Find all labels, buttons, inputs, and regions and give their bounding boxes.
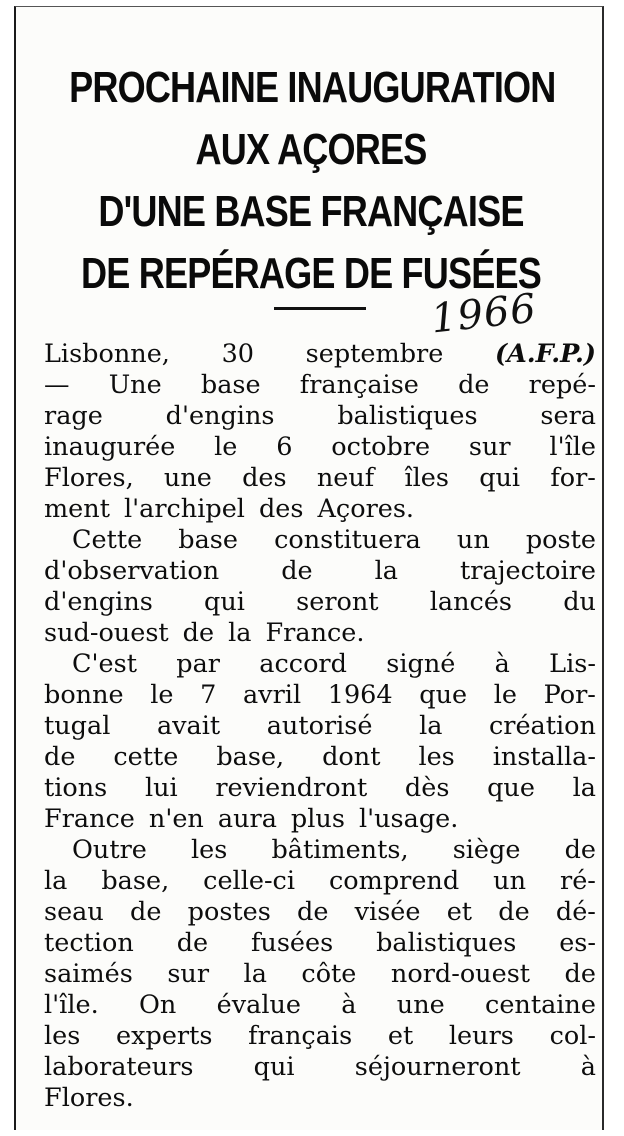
article-word: accord xyxy=(259,649,347,679)
article-word: neuf xyxy=(316,463,375,493)
article-word: dont xyxy=(322,742,381,772)
article-text-line xyxy=(44,649,596,680)
article-word: l'usage. xyxy=(358,804,459,834)
article-word: la xyxy=(44,866,68,896)
headline-line: AUX AÇORES xyxy=(195,125,427,174)
article-word: bâtiments, xyxy=(271,835,409,865)
article-word: de xyxy=(564,835,596,865)
article-word: es- xyxy=(559,928,596,958)
article-word: la xyxy=(228,618,252,648)
article-word: ré- xyxy=(560,866,596,896)
article-headline xyxy=(69,57,556,305)
article-word: à xyxy=(341,990,357,1020)
article-word: octobre xyxy=(331,432,431,462)
article-word: à xyxy=(494,649,510,679)
article-word: for- xyxy=(550,463,596,493)
article-word: sera xyxy=(540,401,596,431)
article-word: centaine xyxy=(485,990,596,1020)
newspaper-clipping xyxy=(14,6,604,1130)
article-word: n'en xyxy=(148,804,204,834)
article-word: saimés xyxy=(44,959,133,989)
article-word: tions xyxy=(44,773,108,803)
article-word: une xyxy=(163,463,212,493)
article-word: Açores. xyxy=(317,494,415,524)
article-text-line xyxy=(44,928,596,959)
article-word: côte xyxy=(301,959,357,989)
article-word: col- xyxy=(549,1021,596,1051)
article-word: sur xyxy=(167,959,210,989)
article-word: base, xyxy=(101,866,170,896)
article-word: les xyxy=(191,835,228,865)
article-text-line xyxy=(44,990,596,1021)
article-word: Cette xyxy=(72,525,143,555)
article-word: repé- xyxy=(528,370,596,400)
article-word: experts xyxy=(116,1021,213,1051)
article-word: l'île xyxy=(549,432,596,462)
article-word: Flores. xyxy=(44,1083,134,1113)
article-word: de xyxy=(498,897,530,927)
article-word: France xyxy=(44,804,135,834)
article-word: le xyxy=(150,680,174,710)
article-body xyxy=(44,339,596,1114)
article-word: fusées xyxy=(250,928,334,958)
article-word: la xyxy=(572,773,596,803)
article-text-line xyxy=(44,773,596,804)
article-word: l'archipel xyxy=(123,494,245,524)
article-text-line xyxy=(44,432,596,463)
article-word: septembre xyxy=(305,339,444,369)
article-text-line xyxy=(44,1021,596,1052)
article-word: balistiques xyxy=(337,401,478,431)
article-word: tugal xyxy=(44,711,111,741)
article-word: base xyxy=(178,525,238,555)
article-text-line xyxy=(44,587,596,618)
headline-line: PROCHAINE INAUGURATION xyxy=(69,63,556,112)
article-text-line xyxy=(44,1052,596,1083)
article-word: avril xyxy=(242,680,302,710)
article-word: dès xyxy=(404,773,450,803)
article-word: seront xyxy=(296,587,379,617)
article-word: création xyxy=(489,711,596,741)
article-word: visée xyxy=(354,897,421,927)
article-text-line xyxy=(44,959,596,990)
article-word: seau xyxy=(44,897,104,927)
article-word: qui xyxy=(253,1052,295,1082)
article-word: On xyxy=(138,990,177,1020)
article-word: base xyxy=(200,370,261,400)
article-word: par xyxy=(176,649,220,679)
headline-separator-rule xyxy=(274,307,366,310)
article-word: à xyxy=(580,1052,596,1082)
article-word: 1964 xyxy=(327,680,393,710)
article-word: balistiques xyxy=(376,928,517,958)
article-word: de xyxy=(564,959,596,989)
article-word: dé- xyxy=(555,897,596,927)
article-word: Outre xyxy=(72,835,147,865)
article-word: qui xyxy=(479,463,521,493)
article-word: évalue xyxy=(216,990,301,1020)
article-word: de xyxy=(182,618,215,648)
article-word: Lis- xyxy=(549,649,596,679)
article-text-line xyxy=(44,711,596,742)
article-word: et xyxy=(446,897,473,927)
article-word: autorisé xyxy=(266,711,373,741)
article-word: séjourneront xyxy=(354,1052,521,1082)
article-text-line xyxy=(44,866,596,897)
article-word: aura xyxy=(217,804,277,834)
article-word: que xyxy=(419,680,468,710)
article-text-line xyxy=(44,618,596,649)
article-word: rage xyxy=(44,401,103,431)
article-text-line xyxy=(44,401,596,432)
article-word: siège xyxy=(452,835,521,865)
article-text-line xyxy=(44,680,596,711)
article-word: plus xyxy=(290,804,345,834)
article-word: un xyxy=(493,866,527,896)
article-word: comprend xyxy=(329,866,460,896)
article-text-line xyxy=(44,370,596,401)
article-word: celle-ci xyxy=(203,866,295,896)
article-word: et xyxy=(387,1021,414,1051)
article-word: française xyxy=(299,370,419,400)
article-word: le xyxy=(493,680,517,710)
article-word: la xyxy=(374,556,398,586)
article-word: — xyxy=(44,370,70,400)
article-text-line xyxy=(44,1083,596,1114)
article-text-line xyxy=(44,897,596,928)
article-word: laborateurs xyxy=(44,1052,194,1082)
article-word: Lisbonne, xyxy=(44,339,170,369)
article-text-line xyxy=(44,339,596,370)
article-word: lui xyxy=(144,773,178,803)
article-word: l'île. xyxy=(44,990,99,1020)
article-word: d'observation xyxy=(44,556,220,586)
headline-line: D'UNE BASE FRANÇAISE xyxy=(98,187,524,236)
article-text-line xyxy=(44,556,596,587)
article-word: 6 xyxy=(276,432,293,462)
article-word: de xyxy=(130,897,162,927)
article-word: la xyxy=(243,959,267,989)
article-word: d'engins xyxy=(44,587,153,617)
article-word: nord-ouest xyxy=(390,959,531,989)
article-text-line xyxy=(44,804,596,835)
article-word: sud-ouest xyxy=(44,618,169,648)
article-word: (A.F.P.) xyxy=(494,339,596,369)
article-word: du xyxy=(563,587,596,617)
article-word: bonne xyxy=(44,680,124,710)
article-word: qui xyxy=(204,587,245,617)
article-word: que xyxy=(487,773,535,803)
article-word: leurs xyxy=(448,1021,514,1051)
article-word: postes xyxy=(187,897,271,927)
article-word: 30 xyxy=(221,339,255,369)
handwritten-year-annotation: 1966 xyxy=(428,285,539,343)
headline-line: DE REPÉRAGE DE FUSÉES xyxy=(81,249,541,298)
article-word: de xyxy=(176,928,209,958)
article-word: tection xyxy=(44,928,134,958)
article-word: inaugurée xyxy=(44,432,176,462)
article-word: français xyxy=(248,1021,353,1051)
article-word: trajectoire xyxy=(460,556,596,586)
article-word: France. xyxy=(265,618,365,648)
article-word: constituera xyxy=(274,525,421,555)
article-word: 7 xyxy=(200,680,217,710)
article-text-line xyxy=(44,463,596,494)
article-word: lancés xyxy=(429,587,512,617)
article-word: Une xyxy=(108,370,162,400)
article-word: Flores, xyxy=(44,463,134,493)
article-word: C'est xyxy=(72,649,137,679)
article-word: cette xyxy=(113,742,179,772)
article-word: installa- xyxy=(492,742,596,772)
article-word: un xyxy=(456,525,490,555)
article-word: signé xyxy=(386,649,456,679)
article-word: avait xyxy=(156,711,221,741)
article-word: les xyxy=(44,1021,81,1051)
article-word: de xyxy=(297,897,329,927)
article-word: poste xyxy=(525,525,596,555)
article-word: de xyxy=(458,370,490,400)
article-word: des xyxy=(258,494,304,524)
article-word: des xyxy=(242,463,287,493)
article-word: reviendront xyxy=(215,773,368,803)
article-text-line xyxy=(44,525,596,556)
article-word: sur xyxy=(468,432,511,462)
article-text-line xyxy=(44,835,596,866)
article-word: îles xyxy=(404,463,449,493)
article-word: les xyxy=(418,742,455,772)
article-word: une xyxy=(396,990,445,1020)
article-word: la xyxy=(419,711,443,741)
article-word: de xyxy=(281,556,313,586)
article-word: de xyxy=(44,742,76,772)
article-word: d'engins xyxy=(165,401,275,431)
article-text-line xyxy=(44,742,596,773)
article-text-line xyxy=(44,494,596,525)
article-word: le xyxy=(214,432,238,462)
article-word: base, xyxy=(216,742,285,772)
article-word: Por- xyxy=(543,680,596,710)
article-word: ment xyxy=(44,494,110,524)
